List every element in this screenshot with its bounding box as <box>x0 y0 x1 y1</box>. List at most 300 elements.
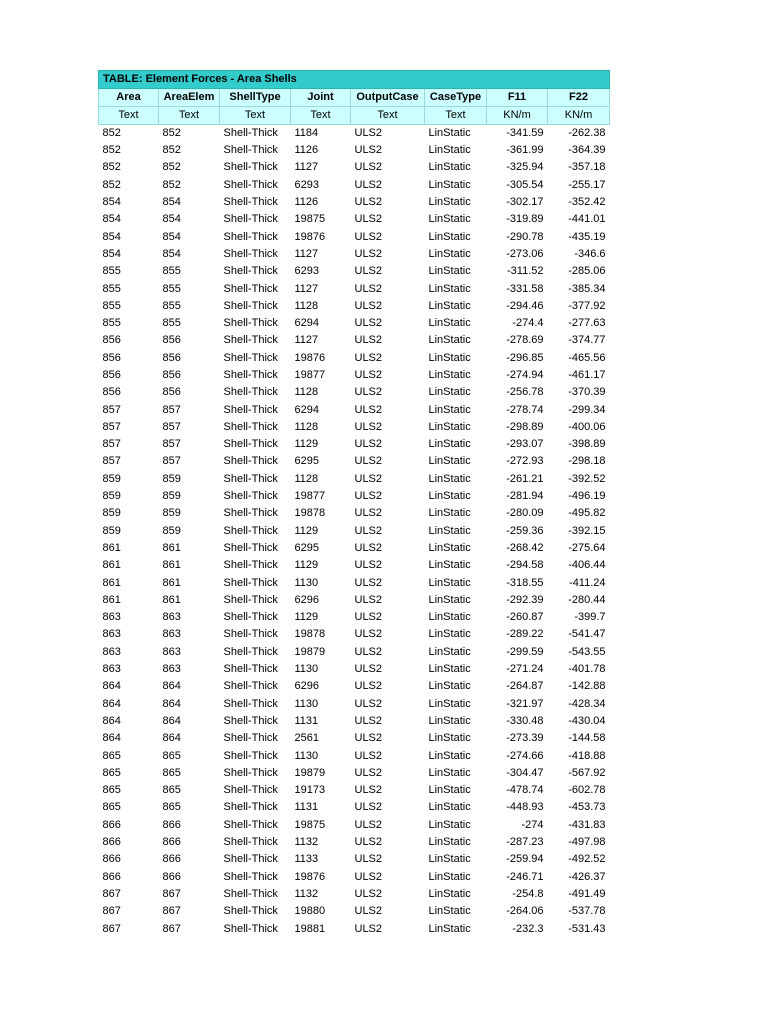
cell-joint: 1127 <box>294 282 319 295</box>
cell-casetype: LinStatic <box>428 299 471 312</box>
header-casetype: CaseType <box>425 89 487 107</box>
cell-areaelem: 866 <box>162 818 181 831</box>
table-row <box>99 644 610 661</box>
table-row <box>99 540 610 557</box>
cell-f11: -273.39 <box>506 732 544 745</box>
cell-f11: -268.42 <box>506 541 544 554</box>
cell-shelltype: Shell-Thick <box>223 455 278 468</box>
table-row <box>99 401 610 418</box>
cell-f11: -319.89 <box>506 213 544 226</box>
cell-area: 854 <box>102 230 121 243</box>
cell-f11: -287.23 <box>506 836 544 849</box>
cell-outputcase: ULS2 <box>354 247 383 260</box>
table-row <box>99 453 610 470</box>
unit-row <box>99 107 610 125</box>
table-row <box>99 799 610 816</box>
cell-areaelem: 852 <box>162 161 181 174</box>
cell-areaelem: 859 <box>162 507 181 520</box>
cell-casetype: LinStatic <box>428 749 471 762</box>
cell-area: 855 <box>102 282 121 295</box>
cell-joint: 1130 <box>294 697 319 710</box>
cell-joint: 6293 <box>294 265 319 278</box>
cell-areaelem: 865 <box>162 766 181 779</box>
cell-areaelem: 864 <box>162 697 181 710</box>
cell-shelltype: Shell-Thick <box>223 524 278 537</box>
cell-area: 859 <box>102 490 121 503</box>
cell-areaelem: 859 <box>162 524 181 537</box>
cell-casetype: LinStatic <box>428 714 471 727</box>
table-row <box>99 557 610 574</box>
cell-f11: -278.69 <box>506 334 544 347</box>
cell-f22: -567.92 <box>568 766 606 779</box>
cell-f11: -321.97 <box>506 697 544 710</box>
cell-areaelem: 856 <box>162 369 181 381</box>
table-row <box>99 574 610 591</box>
table-row <box>99 523 610 540</box>
cell-f11: -271.24 <box>506 663 544 676</box>
cell-areaelem: 864 <box>162 714 181 727</box>
cell-area: 855 <box>102 317 121 330</box>
cell-outputcase: ULS2 <box>354 213 383 226</box>
cell-areaelem: 864 <box>162 732 181 745</box>
cell-joint: 1131 <box>294 714 319 727</box>
cell-joint: 1130 <box>294 663 319 676</box>
cell-area: 865 <box>102 749 121 762</box>
cell-joint: 19876 <box>294 230 326 243</box>
cell-casetype: LinStatic <box>428 507 471 520</box>
header-shelltype: ShellType <box>220 89 291 107</box>
cell-shelltype: Shell-Thick <box>223 663 278 676</box>
cell-casetype: LinStatic <box>428 645 471 658</box>
cell-shelltype: Shell-Thick <box>223 403 278 416</box>
table-row <box>99 350 610 367</box>
cell-joint: 19877 <box>294 490 326 503</box>
cell-area: 861 <box>102 559 121 572</box>
cell-shelltype: Shell-Thick <box>223 282 278 295</box>
cell-shelltype: Shell-Thick <box>223 265 278 278</box>
table-row <box>99 211 610 228</box>
table-row <box>99 678 610 695</box>
cell-outputcase: ULS2 <box>354 749 383 762</box>
cell-outputcase: ULS2 <box>354 144 383 157</box>
table-row <box>99 696 610 713</box>
cell-f11: -278.74 <box>506 403 544 416</box>
cell-shelltype: Shell-Thick <box>223 144 278 157</box>
cell-casetype: LinStatic <box>428 611 471 624</box>
header-outputcase: OutputCase <box>351 89 425 107</box>
cell-shelltype: Shell-Thick <box>223 247 278 260</box>
cell-area: 859 <box>102 472 121 485</box>
cell-area: 866 <box>102 853 121 866</box>
cell-f11: -361.99 <box>506 144 544 157</box>
cell-shelltype: Shell-Thick <box>223 836 278 849</box>
cell-shelltype: Shell-Thick <box>223 732 278 745</box>
unit-outputcase: Text <box>351 107 425 125</box>
cell-shelltype: Shell-Thick <box>223 645 278 658</box>
cell-casetype: LinStatic <box>428 213 471 226</box>
cell-f22: -370.39 <box>568 386 606 399</box>
cell-f11: -341.59 <box>506 127 544 139</box>
cell-f22: -374.77 <box>568 334 606 347</box>
cell-shelltype: Shell-Thick <box>223 870 278 883</box>
cell-area: 865 <box>102 766 121 779</box>
cell-joint: 1129 <box>294 559 319 572</box>
cell-shelltype: Shell-Thick <box>223 127 278 139</box>
cell-casetype: LinStatic <box>428 282 471 295</box>
table-row <box>99 194 610 211</box>
cell-casetype: LinStatic <box>428 680 471 693</box>
cell-joint: 1130 <box>294 576 319 589</box>
cell-areaelem: 857 <box>162 403 181 416</box>
cell-areaelem: 865 <box>162 784 181 797</box>
cell-f22: -428.34 <box>568 697 606 710</box>
cell-f22: -392.15 <box>568 524 606 537</box>
cell-f11: -299.59 <box>506 645 544 658</box>
unit-shelltype: Text <box>220 107 291 125</box>
cell-area: 863 <box>102 628 121 641</box>
cell-casetype: LinStatic <box>428 732 471 745</box>
cell-f22: -392.52 <box>568 472 606 485</box>
table-row <box>99 782 610 799</box>
cell-f22: -495.82 <box>568 507 606 520</box>
cell-shelltype: Shell-Thick <box>223 784 278 797</box>
cell-areaelem: 863 <box>162 611 181 624</box>
table-row <box>99 903 610 920</box>
cell-outputcase: ULS2 <box>354 905 383 918</box>
cell-joint: 1129 <box>294 611 319 624</box>
cell-casetype: LinStatic <box>428 541 471 554</box>
cell-casetype: LinStatic <box>428 559 471 572</box>
cell-outputcase: ULS2 <box>354 576 383 589</box>
cell-f11: -264.87 <box>506 680 544 693</box>
cell-areaelem: 854 <box>162 230 181 243</box>
cell-f22: -406.44 <box>568 559 606 572</box>
cell-area: 863 <box>102 663 121 676</box>
cell-f22: -401.78 <box>568 663 606 676</box>
table-row <box>99 626 610 643</box>
cell-area: 865 <box>102 801 121 814</box>
table-row <box>99 505 610 522</box>
table-title: TABLE: Element Forces - Area Shells <box>99 71 610 89</box>
cell-f22: -418.88 <box>568 749 606 762</box>
cell-f22: -441.01 <box>568 213 606 226</box>
cell-casetype: LinStatic <box>428 593 471 606</box>
cell-areaelem: 857 <box>162 420 181 433</box>
cell-f22: -364.39 <box>568 144 606 157</box>
cell-f11: -256.78 <box>506 386 544 399</box>
table-row <box>99 834 610 851</box>
cell-f22: -352.42 <box>568 196 606 209</box>
cell-outputcase: ULS2 <box>354 680 383 693</box>
cell-f11: -290.78 <box>506 230 544 243</box>
cell-f11: -274 <box>521 818 544 831</box>
cell-areaelem: 852 <box>162 144 181 157</box>
cell-casetype: LinStatic <box>428 161 471 174</box>
cell-shelltype: Shell-Thick <box>223 213 278 226</box>
cell-casetype: LinStatic <box>428 317 471 330</box>
cell-f11: -274.4 <box>512 317 544 330</box>
table-row <box>99 886 610 903</box>
cell-f22: -275.64 <box>568 541 606 554</box>
cell-f22: -491.49 <box>568 887 606 900</box>
cell-area: 864 <box>102 714 121 727</box>
table-row <box>99 817 610 834</box>
cell-casetype: LinStatic <box>428 836 471 849</box>
cell-shelltype: Shell-Thick <box>223 299 278 312</box>
cell-casetype: LinStatic <box>428 905 471 918</box>
cell-areaelem: 856 <box>162 386 181 399</box>
table-row <box>99 367 610 384</box>
table-row <box>99 868 610 885</box>
cell-f11: -478.74 <box>506 784 544 797</box>
cell-f22: -400.06 <box>568 420 606 433</box>
cell-outputcase: ULS2 <box>354 438 383 451</box>
cell-f22: -385.34 <box>568 282 606 295</box>
column-header-row <box>99 89 610 107</box>
cell-casetype: LinStatic <box>428 922 471 935</box>
cell-areaelem: 855 <box>162 317 181 330</box>
cell-f22: -398.89 <box>568 438 606 451</box>
cell-outputcase: ULS2 <box>354 628 383 641</box>
cell-area: 855 <box>102 265 121 278</box>
cell-areaelem: 852 <box>162 127 181 139</box>
cell-shelltype: Shell-Thick <box>223 887 278 900</box>
cell-f11: -259.36 <box>506 524 544 537</box>
cell-outputcase: ULS2 <box>354 282 383 295</box>
cell-casetype: LinStatic <box>428 265 471 278</box>
cell-areaelem: 854 <box>162 247 181 260</box>
cell-outputcase: ULS2 <box>354 818 383 831</box>
cell-outputcase: ULS2 <box>354 161 383 174</box>
cell-f11: -294.58 <box>506 559 544 572</box>
cell-casetype: LinStatic <box>428 369 471 381</box>
cell-casetype: LinStatic <box>428 420 471 433</box>
cell-casetype: LinStatic <box>428 386 471 399</box>
cell-f22: -262.38 <box>568 127 606 139</box>
cell-joint: 1128 <box>294 386 319 399</box>
cell-joint: 1184 <box>294 127 319 139</box>
cell-shelltype: Shell-Thick <box>223 317 278 330</box>
table-row <box>99 263 610 280</box>
cell-area: 867 <box>102 887 121 900</box>
cell-casetype: LinStatic <box>428 230 471 243</box>
cell-shelltype: Shell-Thick <box>223 559 278 572</box>
cell-casetype: LinStatic <box>428 490 471 503</box>
cell-outputcase: ULS2 <box>354 490 383 503</box>
cell-areaelem: 865 <box>162 749 181 762</box>
cell-outputcase: ULS2 <box>354 196 383 209</box>
cell-joint: 1127 <box>294 334 319 347</box>
cell-joint: 19879 <box>294 766 326 779</box>
header-area: Area <box>99 89 159 107</box>
cell-areaelem: 855 <box>162 265 181 278</box>
table-row <box>99 471 610 488</box>
cell-joint: 1128 <box>294 420 319 433</box>
table-row <box>99 228 610 245</box>
cell-casetype: LinStatic <box>428 818 471 831</box>
cell-f11: -325.94 <box>506 161 544 174</box>
cell-f11: -292.39 <box>506 593 544 606</box>
cell-areaelem: 857 <box>162 455 181 468</box>
cell-shelltype: Shell-Thick <box>223 853 278 866</box>
cell-f11: -294.46 <box>506 299 544 312</box>
cell-f22: -430.04 <box>568 714 606 727</box>
cell-area: 856 <box>102 351 121 364</box>
cell-casetype: LinStatic <box>428 403 471 416</box>
cell-outputcase: ULS2 <box>354 922 383 935</box>
cell-shelltype: Shell-Thick <box>223 541 278 554</box>
cell-f22: -299.34 <box>568 403 606 416</box>
table-row <box>99 125 610 143</box>
cell-area: 857 <box>102 420 121 433</box>
cell-outputcase: ULS2 <box>354 472 383 485</box>
cell-f11: -296.85 <box>506 351 544 364</box>
cell-area: 867 <box>102 905 121 918</box>
cell-areaelem: 863 <box>162 645 181 658</box>
cell-area: 861 <box>102 541 121 554</box>
cell-areaelem: 855 <box>162 282 181 295</box>
cell-joint: 1132 <box>294 836 319 849</box>
table-row <box>99 419 610 436</box>
cell-outputcase: ULS2 <box>354 645 383 658</box>
cell-area: 864 <box>102 732 121 745</box>
table-row <box>99 851 610 868</box>
cell-outputcase: ULS2 <box>354 853 383 866</box>
cell-f11: -274.66 <box>506 749 544 762</box>
cell-f11: -232.3 <box>512 922 544 935</box>
cell-outputcase: ULS2 <box>354 887 383 900</box>
header-f22: F22 <box>548 89 610 107</box>
cell-f22: -431.83 <box>568 818 606 831</box>
table-row <box>99 142 610 159</box>
cell-f11: -273.06 <box>506 247 544 260</box>
cell-outputcase: ULS2 <box>354 784 383 797</box>
cell-casetype: LinStatic <box>428 472 471 485</box>
unit-joint: Text <box>291 107 351 125</box>
table-row <box>99 177 610 194</box>
cell-outputcase: ULS2 <box>354 663 383 676</box>
cell-areaelem: 859 <box>162 490 181 503</box>
cell-area: 856 <box>102 386 121 399</box>
cell-f22: -435.19 <box>568 230 606 243</box>
table-row <box>99 747 610 764</box>
cell-joint: 19875 <box>294 213 326 226</box>
cell-outputcase: ULS2 <box>354 455 383 468</box>
cell-joint: 6295 <box>294 541 319 554</box>
cell-shelltype: Shell-Thick <box>223 628 278 641</box>
cell-areaelem: 861 <box>162 541 181 554</box>
cell-shelltype: Shell-Thick <box>223 714 278 727</box>
table-row <box>99 765 610 782</box>
cell-f11: -289.22 <box>506 628 544 641</box>
cell-shelltype: Shell-Thick <box>223 369 278 381</box>
cell-outputcase: ULS2 <box>354 524 383 537</box>
cell-area: 863 <box>102 611 121 624</box>
cell-outputcase: ULS2 <box>354 541 383 554</box>
cell-f11: -448.93 <box>506 801 544 814</box>
table-row <box>99 592 610 609</box>
cell-f11: -246.71 <box>506 870 544 883</box>
table-title-row <box>99 71 610 89</box>
table-row <box>99 332 610 349</box>
cell-f22: -465.56 <box>568 351 606 364</box>
cell-outputcase: ULS2 <box>354 870 383 883</box>
cell-area: 854 <box>102 213 121 226</box>
cell-casetype: LinStatic <box>428 853 471 866</box>
cell-joint: 1126 <box>294 196 319 209</box>
cell-outputcase: ULS2 <box>354 299 383 312</box>
cell-shelltype: Shell-Thick <box>223 697 278 710</box>
cell-shelltype: Shell-Thick <box>223 230 278 243</box>
cell-shelltype: Shell-Thick <box>223 801 278 814</box>
cell-shelltype: Shell-Thick <box>223 472 278 485</box>
cell-f11: -302.17 <box>506 196 544 209</box>
table-row <box>99 661 610 678</box>
cell-shelltype: Shell-Thick <box>223 351 278 364</box>
cell-areaelem: 854 <box>162 196 181 209</box>
cell-casetype: LinStatic <box>428 784 471 797</box>
cell-f11: -330.48 <box>506 714 544 727</box>
cell-shelltype: Shell-Thick <box>223 749 278 762</box>
cell-shelltype: Shell-Thick <box>223 766 278 779</box>
cell-areaelem: 852 <box>162 178 181 191</box>
cell-shelltype: Shell-Thick <box>223 490 278 503</box>
cell-casetype: LinStatic <box>428 178 471 191</box>
cell-shelltype: Shell-Thick <box>223 680 278 693</box>
cell-shelltype: Shell-Thick <box>223 507 278 520</box>
cell-shelltype: Shell-Thick <box>223 386 278 399</box>
cell-joint: 1129 <box>294 438 319 451</box>
cell-area: 855 <box>102 299 121 312</box>
cell-joint: 6296 <box>294 593 319 606</box>
cell-casetype: LinStatic <box>428 351 471 364</box>
cell-outputcase: ULS2 <box>354 611 383 624</box>
cell-f22: -255.17 <box>568 178 606 191</box>
cell-area: 854 <box>102 247 121 260</box>
cell-joint: 19875 <box>294 818 326 831</box>
table-row <box>99 315 610 332</box>
cell-areaelem: 861 <box>162 593 181 606</box>
cell-joint: 19878 <box>294 507 326 520</box>
table-row <box>99 436 610 453</box>
unit-areaelem: Text <box>159 107 220 125</box>
cell-f22: -426.37 <box>568 870 606 883</box>
cell-casetype: LinStatic <box>428 524 471 537</box>
element-forces-sheet <box>98 70 609 938</box>
cell-outputcase: ULS2 <box>354 127 383 139</box>
cell-outputcase: ULS2 <box>354 334 383 347</box>
unit-f11: KN/m <box>487 107 548 125</box>
cell-shelltype: Shell-Thick <box>223 334 278 347</box>
cell-areaelem: 867 <box>162 887 181 900</box>
cell-shelltype: Shell-Thick <box>223 576 278 589</box>
cell-f11: -259.94 <box>506 853 544 866</box>
cell-f22: -497.98 <box>568 836 606 849</box>
cell-outputcase: ULS2 <box>354 697 383 710</box>
table-row <box>99 246 610 263</box>
cell-areaelem: 861 <box>162 559 181 572</box>
cell-f22: -602.78 <box>568 784 606 797</box>
cell-area: 861 <box>102 593 121 606</box>
cell-areaelem: 865 <box>162 801 181 814</box>
cell-area: 857 <box>102 403 121 416</box>
cell-area: 864 <box>102 697 121 710</box>
cell-area: 856 <box>102 369 121 381</box>
cell-f11: -318.55 <box>506 576 544 589</box>
cell-area: 864 <box>102 680 121 693</box>
cell-areaelem: 859 <box>162 472 181 485</box>
cell-joint: 19173 <box>294 784 326 797</box>
